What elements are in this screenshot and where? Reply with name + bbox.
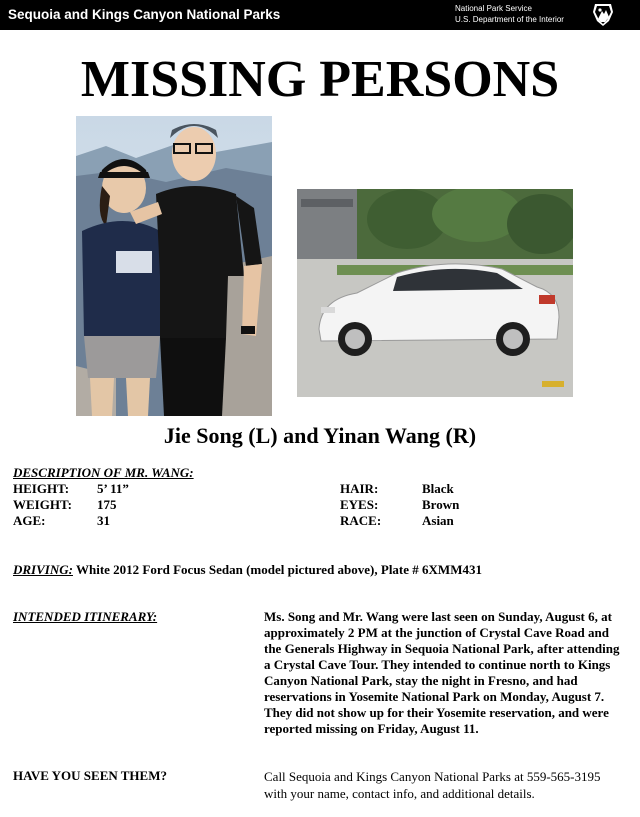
height-value: 5’ 11” (97, 481, 129, 496)
age-label: AGE: (13, 513, 46, 528)
eyes-value: Brown (422, 497, 460, 512)
description-heading: DESCRIPTION OF MR. WANG: (13, 465, 194, 480)
race-value: Asian (422, 513, 454, 528)
agency-line-2: U.S. Department of the Interior (455, 15, 564, 24)
itinerary-text: Ms. Song and Mr. Wang were last seen on Sunday, August 6, at approximately 2 PM at the junction of Crystal Cave Road and the Generals Highway in Sequoia National Park, after attending a Crystal Cave Tour. They intended to continue north to Kings Canyon National Park, stay the night in Fresno, and had reservations in Yosemite National Park on Monday, August 7. They did not show up for their Yosemite reservation, and were reported missing on Friday, August 11. (264, 609, 620, 736)
missing-persons-photo (76, 116, 272, 416)
driving-text: White 2012 Ford Focus Sedan (model pictured above), Plate # 6XMM431 (72, 562, 482, 577)
hair-label: HAIR: (340, 481, 379, 496)
park-name: Sequoia and Kings Canyon National Parks (8, 7, 281, 22)
driving-line (13, 562, 482, 577)
photo-caption: Jie Song (L) and Yinan Wang (R) (163, 423, 477, 448)
race-label: RACE: (340, 513, 382, 528)
agency-name (455, 3, 564, 25)
page-title: MISSING PERSONS (80, 51, 560, 108)
vehicle-photo (297, 189, 573, 397)
header-bar (0, 0, 640, 30)
age-value: 31 (97, 513, 110, 528)
weight-value: 175 (97, 497, 117, 512)
agency-line-1: National Park Service (455, 4, 532, 13)
contact-label: HAVE YOU SEEN THEM? (13, 768, 167, 783)
driving-label: DRIVING: (13, 562, 73, 577)
contact-text: Call Sequoia and Kings Canyon National Parks at 559-565-3195 with your name, contact info, and additional details. (264, 769, 601, 801)
weight-label: WEIGHT: (13, 497, 72, 512)
hair-value: Black (422, 481, 454, 496)
height-label: HEIGHT: (13, 481, 70, 496)
eyes-label: EYES: (340, 497, 379, 512)
itinerary-label: INTENDED ITINERARY: (13, 609, 158, 624)
nps-arrowhead-icon (592, 3, 614, 27)
